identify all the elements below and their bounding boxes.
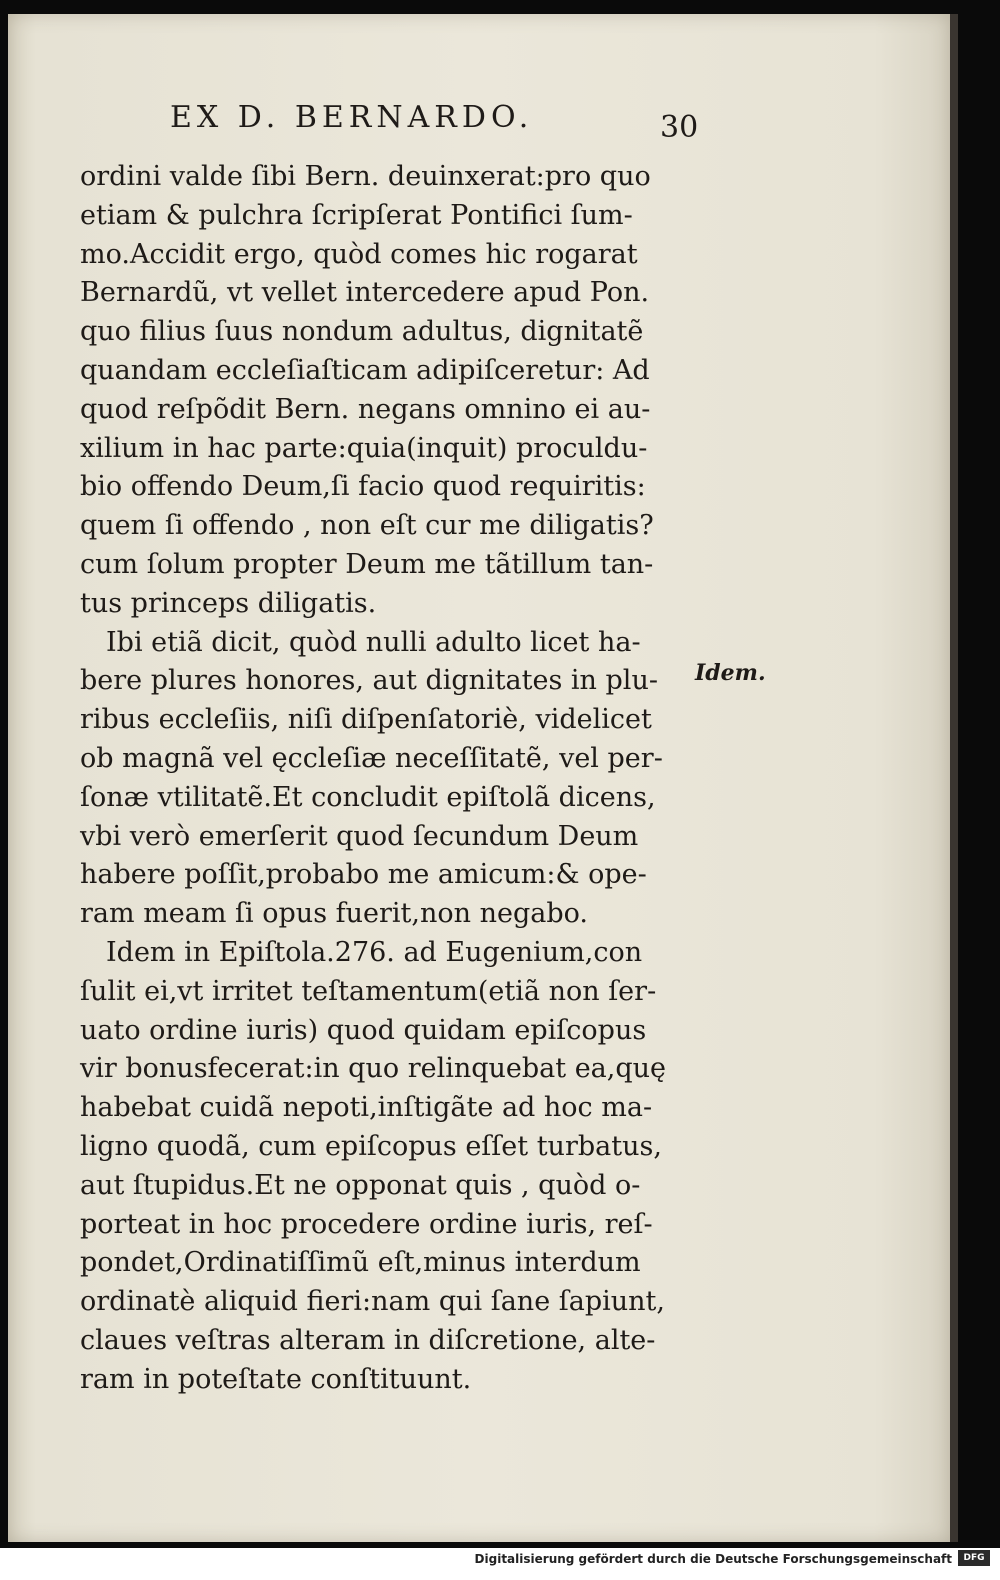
text-line: quandam eccleſiaſticam adipiſceretur: Ad xyxy=(80,354,650,386)
text-line: quod reſpõdit Bern. negans omnino ei au- xyxy=(80,393,651,425)
text-line: quem ſi offendo , non eſt cur me diligatis? xyxy=(80,510,654,542)
text-line: vbi verò emerſerit quod ſecundum Deum xyxy=(80,820,639,852)
text-line: Ibi etiã dicit, quòd nulli adulto licet ha- xyxy=(106,626,641,658)
text-line: cum ſolum propter Deum me tãtillum tan- xyxy=(80,548,654,580)
text-line: ligno quodã, cum epiſcopus eſſet turbatus, xyxy=(80,1130,662,1162)
dfg-logo: DFG xyxy=(958,1550,990,1566)
body-text xyxy=(80,158,700,1400)
text-line: bere plures honores, aut dignitates in plu- xyxy=(80,665,658,697)
text-line: ram in poteſtate conſtituunt. xyxy=(80,1363,472,1395)
text-line: etiam & pulchra ſcripſerat Pontifici ſum- xyxy=(80,199,633,231)
text-line: uato ordine iuris) quod quidam epiſcopus xyxy=(80,1014,647,1046)
text-line: ram meam ſi opus fuerit,non negabo. xyxy=(80,898,588,930)
text-line: Bernardũ, vt vellet intercedere apud Pon. xyxy=(80,277,650,309)
page-number: 30 xyxy=(660,110,699,145)
text-line: ribus eccleſiis, niſi diſpenſatoriè, videlicet xyxy=(80,704,652,736)
text-line: tus princeps diligatis. xyxy=(80,587,377,619)
text-line: ob magnã vel ęccleſiæ neceſſitatẽ, vel per- xyxy=(80,742,663,774)
marginal-note: Idem. xyxy=(695,660,766,686)
running-head: EX D. BERNARDO. xyxy=(170,100,534,135)
text-line: quo filius ſuus nondum adultus, dignitatẽ xyxy=(80,316,644,348)
text-line: claues veſtras alteram in diſcretione, alte- xyxy=(80,1324,656,1356)
text-line: porteat in hoc procedere ordine iuris, reſ- xyxy=(80,1208,653,1240)
text-line: Idem in Epiſtola.276. ad Eugenium,con xyxy=(106,936,643,968)
text-line: ordinatè aliquid fieri:nam qui ſane ſapiunt, xyxy=(80,1286,665,1318)
text-line: vir bonusfecerat:in quo relinquebat ea,quę xyxy=(80,1053,667,1085)
text-line: mo.Accidit ergo, quòd comes hic rogarat xyxy=(80,238,638,270)
text-line: ſonæ vtilitatẽ.Et concludit epiſtolã dicens, xyxy=(80,781,656,813)
text-line: aut ſtupidus.Et ne opponat quis , quòd o- xyxy=(80,1169,641,1201)
text-line: pondet,Ordinatiſſimũ eſt,minus interdum xyxy=(80,1247,641,1279)
text-line: ſulit ei,vt irritet teſtamentum(etiã non ſer- xyxy=(80,975,657,1007)
text-line: xilium in hac parte:quia(inquit) proculdu- xyxy=(80,432,648,464)
text-line: habebat cuidã nepoti,inſtigãte ad hoc ma- xyxy=(80,1092,653,1124)
text-line: ordini valde ſibi Bern. deuinxerat:pro quo xyxy=(80,161,651,192)
page-edge xyxy=(950,14,958,1542)
text-line: bio offendo Deum,ſi facio quod requiritis: xyxy=(80,471,646,503)
text-line: habere poſſit,probabo me amicum:& ope- xyxy=(80,859,647,891)
funding-credit: Digitalisierung gefördert durch die Deutsche Forschungsgemeinschaft xyxy=(474,1552,952,1566)
